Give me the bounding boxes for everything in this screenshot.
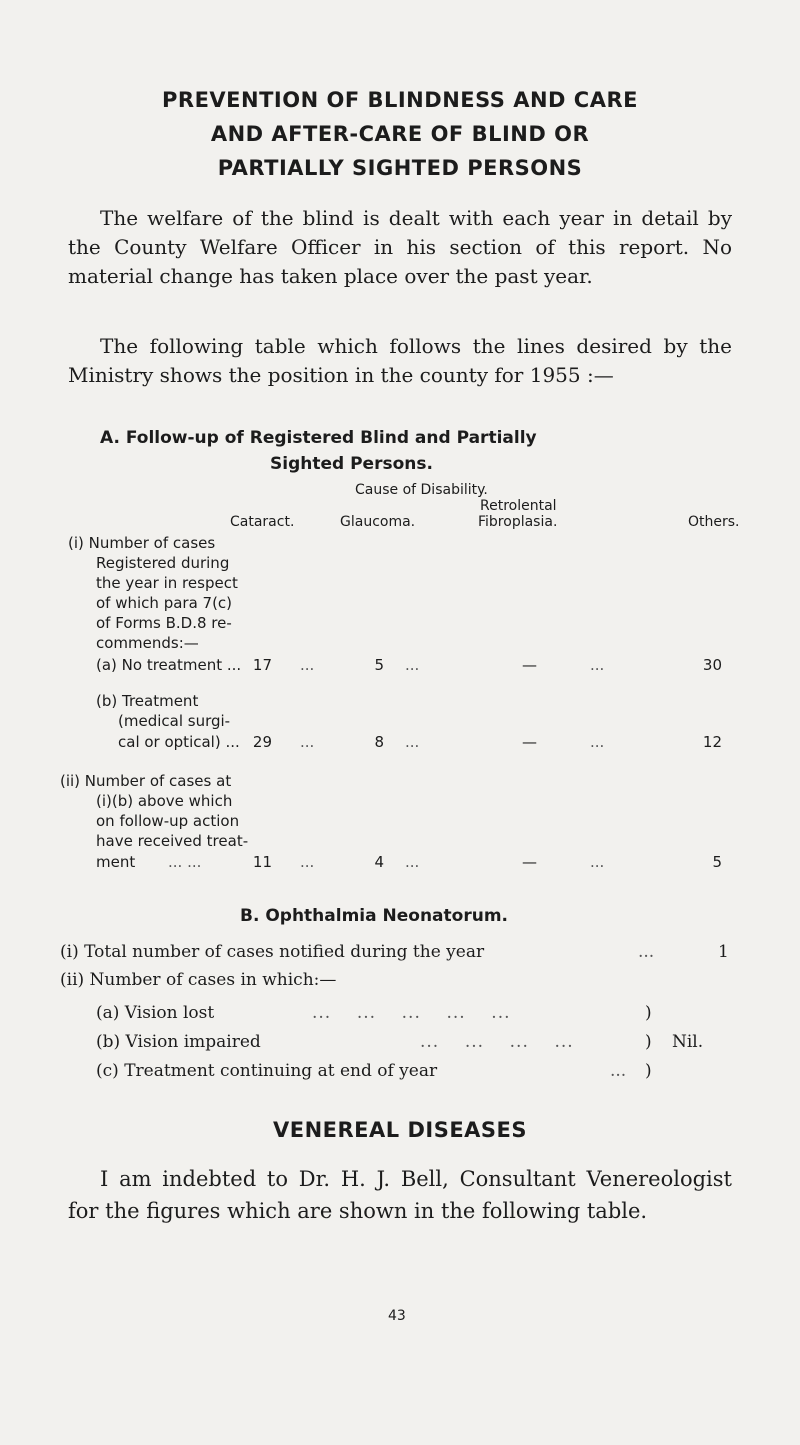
row-a-label: (a) No treatment ... [96, 656, 242, 674]
section-b-number-label: (ii) Number of cases in which:— [60, 970, 337, 990]
row-ii-line-3: on follow-up action [96, 812, 240, 830]
main-title-line-3: PARTIALLY SIGHTED PERSONS [217, 156, 583, 180]
section-b-total-value: 1 [718, 942, 729, 962]
section-a-heading-line-2: Sighted Persons. [270, 454, 433, 474]
row-i-line-3: the year in respect [96, 574, 238, 592]
row-ii-line-2: (i)(b) above which [96, 792, 233, 810]
row-a-leader-2: ... [405, 656, 420, 674]
row-a-glaucoma: 5 [374, 656, 384, 674]
column-header-glaucoma: Glaucoma. [340, 514, 416, 530]
column-header-fibroplasia: Fibroplasia. [478, 514, 558, 530]
section-b-total-label: (i) Total number of cases notified during the year [60, 942, 485, 962]
column-header-others: Others. [688, 514, 740, 530]
column-header-retrolental: Retrolental [480, 498, 557, 514]
section-b-heading: B. Ophthalmia Neonatorum. [240, 906, 508, 926]
row-b-glaucoma: 8 [374, 733, 384, 751]
section-b-total-leader: ... [638, 942, 655, 962]
row-a-cataract: 17 [252, 656, 272, 674]
row-ii-fibroplasia: — [522, 853, 537, 871]
row-a-others: 30 [702, 656, 722, 674]
intro-paragraph-2: The following table which follows the lines desired by the Ministry shows the position in the county for 1955 :— [68, 334, 732, 387]
column-header-cataract: Cataract. [230, 514, 295, 530]
row-b-leader-2: ... [405, 733, 420, 751]
row-i-line-2: Registered during [96, 554, 230, 572]
row-b-leader-1: ... [300, 733, 315, 751]
intro-paragraph-1: The welfare of the blind is dealt with each year in detail by the County Welfare Officer in his section of this report. No material change has taken place over the past year. [68, 206, 732, 288]
row-b-leader-3: ... [590, 733, 605, 751]
row-b-fibroplasia: — [522, 733, 537, 751]
section-a-heading-line-1: A. Follow-up of Registered Blind and Partially [100, 428, 537, 448]
row-ii-line-4: have received treat- [96, 832, 249, 850]
section-b-nil: Nil. [672, 1032, 704, 1052]
row-ii-dots: ... ... [168, 853, 202, 871]
bracket-3: ) [645, 1061, 652, 1081]
cause-of-disability-header: Cause of Disability. [355, 482, 488, 498]
row-i-line-1: (i) Number of cases [68, 534, 216, 552]
row-i-line-4: of which para 7(c) [96, 594, 233, 612]
venereal-paragraph: I am indebted to Dr. H. J. Bell, Consultant Venereologist for the figures which are shown in the following table. [68, 1167, 732, 1223]
main-title-line-2: AND AFTER-CARE OF BLIND OR [210, 122, 590, 146]
row-i-line-6: commends:— [96, 634, 199, 652]
bracket-1: ) [645, 1003, 652, 1023]
row-ii-cataract: 11 [252, 853, 272, 871]
section-b-item-c: (c) Treatment continuing at end of year [96, 1061, 438, 1081]
section-b-item-a: (a) Vision lost [96, 1003, 215, 1023]
row-b-others: 12 [702, 733, 722, 751]
row-a-leader-3: ... [590, 656, 605, 674]
row-i-line-5: of Forms B.D.8 re- [96, 614, 232, 632]
row-ii-line-1: (ii) Number of cases at [60, 772, 232, 790]
row-b-line-1: (b) Treatment [96, 692, 199, 710]
row-a-fibroplasia: — [522, 656, 537, 674]
page-number: 43 [388, 1308, 406, 1324]
row-ii-leader-3: ... [590, 853, 605, 871]
main-title-line-1: PREVENTION OF BLINDNESS AND CARE [162, 88, 638, 112]
row-b-line-2: (medical surgi- [118, 712, 231, 730]
section-b-item-b: (b) Vision impaired [96, 1032, 261, 1052]
venereal-diseases-heading: VENEREAL DISEASES [272, 1118, 528, 1142]
row-ii-leader-2: ... [405, 853, 420, 871]
section-b-item-a-leader: ... ... ... ... ... [312, 1003, 511, 1023]
row-a-leader-1: ... [300, 656, 315, 674]
bracket-2: ) [645, 1032, 652, 1052]
row-b-label: cal or optical) ... [118, 733, 240, 751]
section-b-item-c-leader: ... [610, 1061, 627, 1081]
row-ii-leader-1: ... [300, 853, 315, 871]
row-b-cataract: 29 [252, 733, 272, 751]
section-b-item-b-leader: ... ... ... ... [420, 1032, 574, 1052]
row-ii-label: ment [96, 853, 136, 871]
row-ii-others: 5 [712, 853, 722, 871]
row-ii-glaucoma: 4 [374, 853, 384, 871]
